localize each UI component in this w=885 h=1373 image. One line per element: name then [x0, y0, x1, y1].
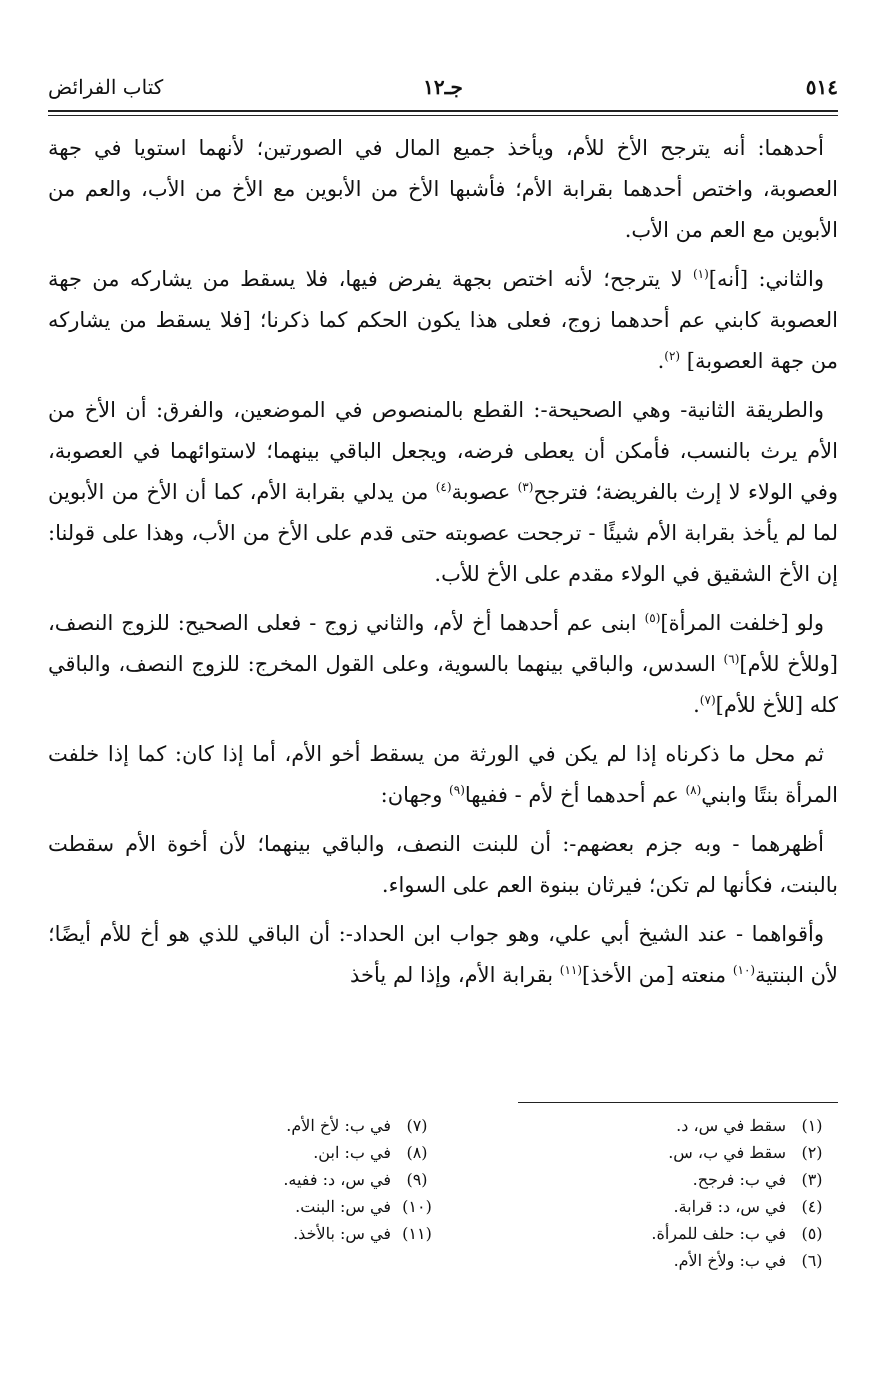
footnote	[458, 1220, 838, 1247]
footnote	[458, 1112, 838, 1139]
footnote	[458, 1193, 838, 1220]
page-number: ٥١٤	[805, 75, 838, 99]
footnote-number: (٣)	[801, 1170, 823, 1189]
footnote-number: (١)	[801, 1116, 823, 1135]
footnote	[458, 1247, 838, 1274]
text-segment: منعته [من الأخذ]	[582, 963, 733, 987]
text-segment: بقرابة الأم، وإذا لم يأخذ	[350, 963, 560, 987]
footnote-separator	[518, 1102, 838, 1103]
footnote-text: في ب: ولأخ الأم.	[673, 1251, 786, 1270]
paragraph	[48, 128, 838, 251]
footnote-reference: (٤)	[435, 480, 452, 494]
footnote-reference: (٦)	[723, 652, 740, 666]
footnote-number: (٢)	[801, 1143, 823, 1162]
header-rule-thin	[48, 115, 838, 116]
paragraph	[48, 603, 838, 726]
footnote-text: في ب: فرجح.	[692, 1170, 786, 1189]
footnote	[458, 1139, 838, 1166]
header-rule-thick	[48, 110, 838, 112]
footnote-reference: (٨)	[685, 783, 702, 797]
footnote	[63, 1139, 443, 1166]
footnote-text: في ب: ابن.	[313, 1143, 391, 1162]
footnote-reference: (٣)	[517, 480, 534, 494]
footnote-text: في س، د: ففيه.	[283, 1170, 391, 1189]
text-segment: ولو [خلفت المرأة]	[660, 611, 824, 635]
text-segment: ابنى عم أحدهما أخ لأم، والثاني زوج - فعلى الصحيح: للزوج النصف، [وللأخ للأم]	[48, 611, 838, 676]
paragraph	[48, 390, 838, 595]
footnote-number: (٨)	[406, 1143, 428, 1162]
footnote-text: في س، د: قرابة.	[673, 1197, 786, 1216]
footnote-text: في س: بالأخذ.	[293, 1224, 391, 1243]
footnote-reference: (١١)	[559, 963, 583, 977]
paragraph	[48, 259, 838, 382]
footnote	[458, 1166, 838, 1193]
text-segment: .	[693, 693, 700, 717]
text-segment: ثم محل ما ذكرناه إذا لم يكن في الورثة من يسقط أخو الأم، أما إذا كان: كما إذا خلفت المرأة بنتًا وابني	[48, 742, 838, 807]
footnote-reference: (٥)	[644, 611, 661, 625]
footnote-number: (٩)	[406, 1170, 428, 1189]
text-segment: وجهان:	[380, 783, 450, 807]
footnote-number: (٤)	[801, 1197, 823, 1216]
text-segment: وأقواهما - عند الشيخ أبي علي، وهو جواب ابن الحداد-: أن الباقي للذي هو أخ للأم أيضًا؛ لأن البنتية	[48, 922, 838, 987]
footnote	[63, 1166, 443, 1193]
footnote	[63, 1220, 443, 1247]
text-segment: من يدلي بقرابة الأم، كما أن الأخ من الأبوين لما لم يأخذ بقرابة الأم شيئًا - ترجحت عصوبته حتى قدم على الأخ من الأب، وهذا على قولنا: إن الأخ الشقيق في الولاء مقدم على الأخ للأب.	[48, 480, 838, 586]
footnote-reference: (١)	[692, 267, 709, 281]
footnote	[63, 1112, 443, 1139]
footnote-reference: (٩)	[449, 783, 465, 797]
text-segment: أحدهما: أنه يترجح الأخ للأم، ويأخذ جميع المال في الصورتين؛ لأنهما استويا في جهة العصوبة، واختص أحدهما بقرابة الأم؛ فأشبها الأخ من الأبوين مع الأخ من الأب، والعم من الأبوين مع العم من الأب.	[48, 136, 838, 242]
footnote-number: (٥)	[801, 1224, 823, 1243]
footnotes-column-left	[63, 1112, 443, 1247]
book-title: كتاب الفرائض	[48, 75, 164, 99]
main-text	[48, 128, 838, 1004]
paragraph	[48, 734, 838, 816]
book-page	[48, 0, 838, 1373]
footnote-reference: (٧)	[699, 693, 716, 707]
footnote-number: (٦)	[801, 1251, 823, 1270]
page-header	[48, 70, 838, 104]
text-segment: عم أحدهما أخ لأم - ففيها	[464, 783, 686, 807]
footnote-reference: (٢)	[664, 349, 681, 363]
paragraph	[48, 914, 838, 996]
footnote-text: في ب: لأخ الأم.	[286, 1116, 391, 1135]
footnote-number: (١١)	[402, 1224, 432, 1243]
footnote-number: (١٠)	[402, 1197, 432, 1216]
text-segment: عصوبة	[451, 480, 518, 504]
text-segment: السدس، والباقي بينهما بالسوية، وعلى القول المخرج: للزوج النصف، والباقي كله [للأخ للأم]	[48, 652, 838, 717]
footnote-text: سقط في ب، س.	[668, 1143, 786, 1162]
footnote-number: (٧)	[406, 1116, 428, 1135]
text-segment: أظهرهما - وبه جزم بعضهم-: أن للبنت النصف، والباقي بينهما؛ لأن أخوة الأم سقطت بالبنت، فكأنها لم تكن؛ فيرثان ببنوة العم على السواء.	[48, 832, 838, 897]
footnote-text: في ب: حلف للمرأة.	[651, 1224, 786, 1243]
footnote-text: في س: البنت.	[295, 1197, 391, 1216]
text-segment: لا يترجح؛ لأنه اختص بجهة يفرض فيها، فلا يسقط من يشاركه من جهة العصوبة كابني عم أحدهما زوج، فعلى هذا يكون الحكم كما ذكرنا؛ [فلا يسقط من يشاركه من جهة العصوبة]	[48, 267, 838, 373]
volume-label: جـ١٢	[423, 75, 463, 99]
footnote-reference: (١٠)	[732, 963, 756, 977]
text-segment: والثاني: [أنه]	[708, 267, 824, 291]
footnotes-column-right	[458, 1112, 838, 1274]
paragraph	[48, 824, 838, 906]
text-segment: والطريقة الثانية- وهي الصحيحة-: القطع بالمنصوص في الموضعين، والفرق: أن الأخ من الأم يرث بالنسب، فأمكن أن يعطى فرضه، ويجعل الباقي بينهما؛ لاستوائهما في العصوبة، وفي الولاء لا إرث بالفريضة؛ فترجح	[48, 398, 838, 504]
footnote	[63, 1193, 443, 1220]
text-segment: .	[657, 349, 665, 373]
footnote-text: سقط في س، د.	[676, 1116, 786, 1135]
